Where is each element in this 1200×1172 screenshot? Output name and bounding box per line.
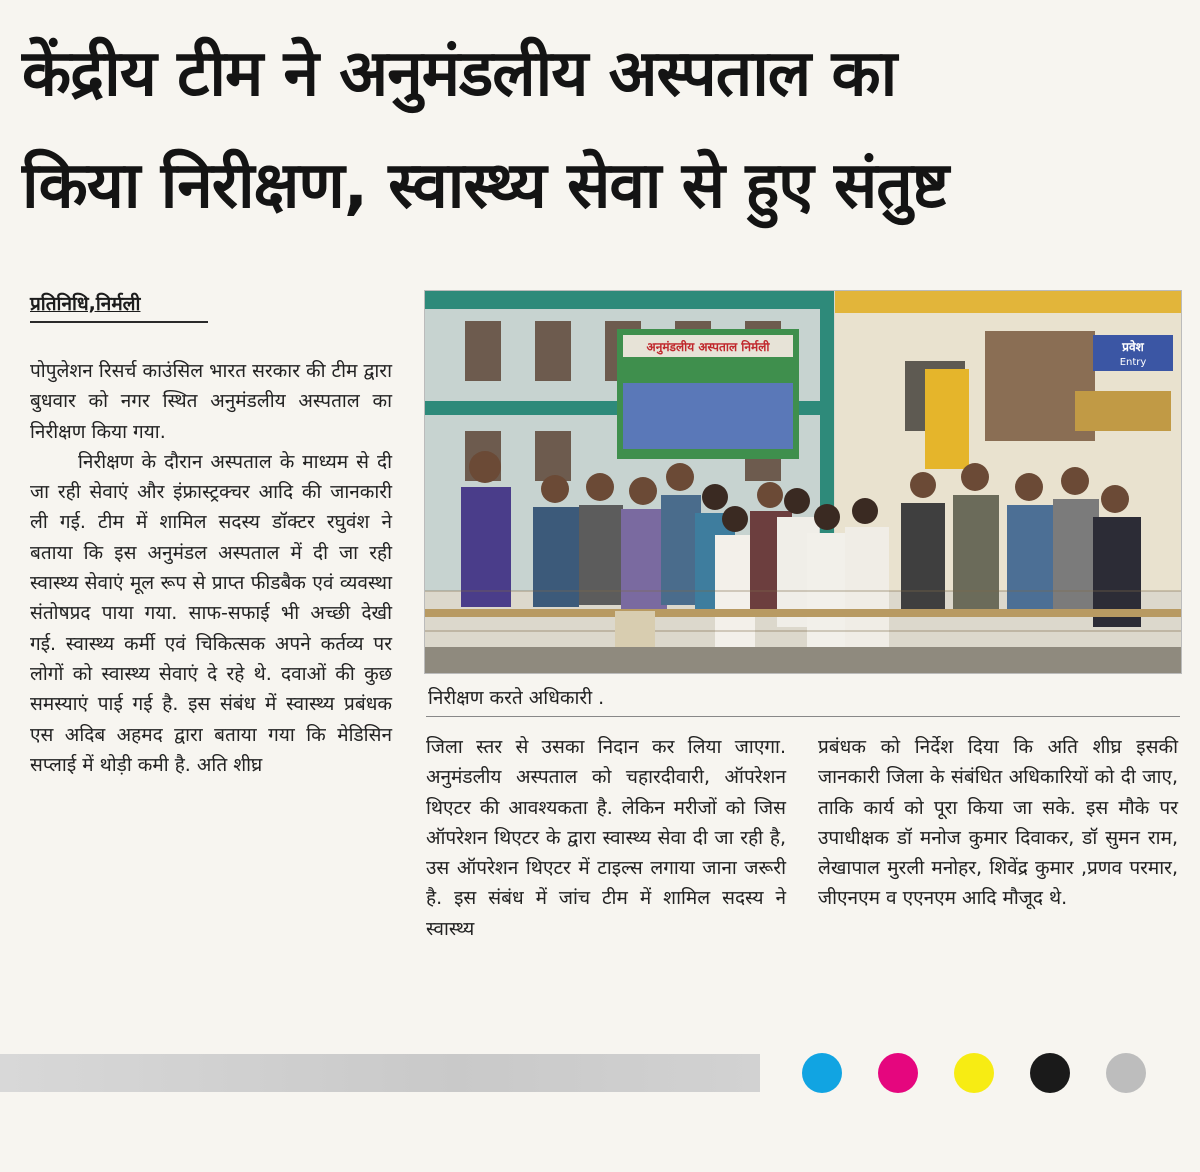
byline: प्रतिनिधि,निर्मली: [30, 293, 141, 315]
news-photo: [424, 290, 1182, 674]
caption-rule: [426, 716, 1180, 717]
article-paragraph: प्रबंधक को निर्देश दिया कि अति शीघ्र इसकी जानकारी जिला के संबंधित अधिकारियों को दी जाए, ताकि कार्य को पूरा किया जा सके. इस मौके पर उपाधीक्षक डॉ मनोज कुमार दिवाकर, डॉ सुमन राम, लेखापाल मुरली मनोहर, शिवेंद्र कुमार ,प्रणव परमार, जीएनएम व एएनएम आदि मौजूद थे.: [818, 736, 1178, 910]
magenta-registration-dot: [878, 1053, 918, 1093]
photo-caption: निरीक्षण करते अधिकारी .: [428, 687, 605, 709]
photo-illustration: [425, 291, 1181, 673]
article-column-1: [30, 356, 392, 780]
article-paragraph: जिला स्तर से उसका निदान कर लिया जाएगा. अनुमंडलीय अस्पताल को चहारदीवारी, ऑपरेशन थिएटर की आवश्यकता है. लेकिन मरीजों को जिस ऑपरेशन थिएटर के द्वारा स्वास्थ्य सेवा दी जा रही है, उस ऑपरेशन थिएटर में टाइल्स लगाया जाना जरूरी है. इस संबंध में जांच टीम में शामिल सदस्य ने स्वास्थ्य: [426, 736, 786, 940]
signboard-title: अनुमंडलीय अस्पताल निर्मली: [646, 340, 770, 354]
cyan-registration-dot: [802, 1053, 842, 1093]
grey-registration-dot: [1106, 1053, 1146, 1093]
article-column-3: [818, 732, 1178, 914]
article-paragraph: पोपुलेशन रिसर्च काउंसिल भारत सरकार की टीम द्वारा बुधवार को नगर स्थित अनुमंडलीय अस्पताल का निरीक्षण किया गया.: [30, 360, 392, 443]
yellow-registration-dot: [954, 1053, 994, 1093]
entry-sign-english: Entry: [1119, 357, 1147, 368]
entry-sign-hindi: प्रवेश: [1122, 340, 1144, 354]
headline-line-1: केंद्रीय टीम ने अनुमंडलीय अस्पताल का: [22, 37, 897, 111]
black-registration-dot: [1030, 1053, 1070, 1093]
article-paragraph: निरीक्षण के दौरान अस्पताल के माध्यम से दी जा रही सेवाएं और इंफ्रास्ट्रक्चर आदि की जानकारी ली गई. टीम में शामिल सदस्य डॉक्टर रघुवंश ने बताया कि इस अनुमंडल अस्पताल में दी जा रही स्वास्थ्य सेवाएं मूल रूप से प्राप्त फीडबैक एवं व्यवस्था संतोषप्रद पाया गया. साफ-सफाई भी अच्छी देखी गई. स्वास्थ्य कर्मी एवं चिकित्सक अपने कर्तव्य पर लोगों को स्वास्थ्य सेवाएं दे रहे थे. दवाओं की कुछ समस्याएं पाई गई है. इस संबंध में स्वास्थ्य प्रबंधक एस अदिब अहमद द्वारा बताया गया कि मेडिसिन सप्लाई में थोड़ी कमी है. अति शीघ्र: [30, 450, 392, 776]
headline: [22, 18, 1182, 242]
byline-rule: [30, 321, 208, 323]
headline-line-2: किया निरीक्षण, स्वास्थ्य सेवा से हुए संतुष्ट: [22, 149, 949, 223]
article-column-2: [426, 732, 786, 944]
print-grey-bar: [0, 1054, 760, 1092]
